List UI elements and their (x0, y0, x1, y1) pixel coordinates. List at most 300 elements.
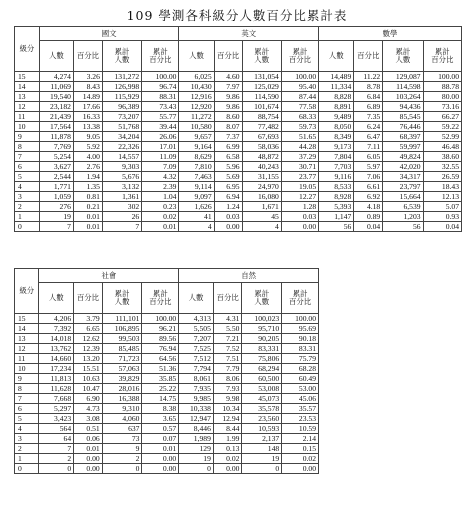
table-cell: 6.95 (214, 182, 242, 192)
table-cell: 66.27 (423, 112, 461, 122)
table-cell: 95.69 (282, 324, 319, 334)
score-cell: 12 (15, 344, 39, 354)
subject-header-row (15, 27, 462, 41)
cumulative-count-header-line-2: 人數 (254, 297, 270, 306)
table-cell: 5,505 (179, 324, 214, 334)
score-cell: 5 (15, 414, 39, 424)
table-cell: 11,878 (39, 132, 73, 142)
score-cell: 15 (15, 314, 39, 324)
table-cell: 0.00 (142, 464, 179, 474)
table-cell: 4.18 (354, 202, 383, 212)
cumulative-count-header-line-2: 人數 (254, 55, 270, 64)
table-cell: 0.04 (354, 222, 383, 232)
table-cell: 0.51 (74, 424, 103, 434)
table-row (15, 112, 462, 122)
table-cell: 6.05 (354, 152, 383, 162)
table-cell: 1,361 (102, 192, 141, 202)
table-row (15, 354, 319, 364)
table-cell: 0.02 (213, 454, 242, 464)
table-cell: 75.79 (282, 354, 319, 364)
table-cell: 39,829 (102, 374, 142, 384)
table-cell: 55.77 (142, 112, 179, 122)
score-cell: 0 (15, 222, 40, 232)
table-cell: 7,810 (179, 162, 214, 172)
table-cell: 1,059 (39, 192, 73, 202)
count-header: 人數 (39, 41, 73, 72)
table-cell: 114,590 (242, 92, 281, 102)
score-cell: 4 (15, 182, 40, 192)
table-cell: 26.06 (142, 132, 179, 142)
table-cell: 57,063 (102, 364, 142, 374)
table-cell: 8,828 (319, 92, 354, 102)
table-cell: 14,489 (319, 72, 354, 82)
score-cell: 14 (15, 324, 39, 334)
cumulative-count-header (383, 41, 423, 72)
table-cell: 23,797 (383, 182, 423, 192)
table-cell: 68,397 (383, 132, 423, 142)
table-cell: 95,710 (242, 324, 282, 334)
table-cell: 12,947 (179, 414, 214, 424)
cumulative-count-header (242, 283, 282, 314)
table-cell: 76.94 (142, 344, 179, 354)
table-cell: 0.00 (213, 464, 242, 474)
table-cell: 87.44 (281, 92, 318, 102)
table-cell: 10,593 (242, 424, 282, 434)
cumulative-percent-header (281, 41, 318, 72)
table-cell: 129 (179, 444, 214, 454)
table-cell: 73.43 (142, 102, 179, 112)
table-cell: 106,895 (102, 324, 142, 334)
table-cell: 0.03 (281, 212, 318, 222)
table-row (15, 72, 462, 82)
cumulative-count-header-line-2: 人數 (114, 55, 130, 64)
table-cell: 3.26 (73, 72, 102, 82)
table-cell: 34,204 (102, 132, 141, 142)
table-row (15, 102, 462, 112)
table-cell: 2 (39, 454, 74, 464)
count-header: 人數 (179, 283, 214, 314)
table-cell: 0.00 (142, 454, 179, 464)
table-cell: 1,671 (242, 202, 281, 212)
table-cell: 26 (102, 212, 141, 222)
table-cell: 3,423 (39, 414, 74, 424)
table-cell: 64 (39, 434, 74, 444)
table-cell: 22,326 (102, 142, 141, 152)
table-cell: 7.37 (214, 132, 242, 142)
table-row (15, 182, 462, 192)
cumulative-count-header-line-1: 累計 (114, 47, 130, 56)
table-cell: 76,446 (383, 122, 423, 132)
table-cell: 18.43 (423, 182, 461, 192)
cumulative-percent-header (423, 41, 461, 72)
table-cell: 0.02 (282, 454, 319, 464)
table-cell: 0 (102, 464, 142, 474)
table-cell: 12.62 (74, 334, 103, 344)
table-cell: 88.78 (423, 82, 461, 92)
score-column-header: 級分 (15, 269, 39, 314)
table-cell: 7,525 (179, 344, 214, 354)
table-cell: 9,303 (102, 162, 141, 172)
table-cell: 7,935 (179, 384, 214, 394)
score-cell: 7 (15, 394, 39, 404)
table-cell: 0.81 (73, 192, 102, 202)
score-cell: 9 (15, 374, 39, 384)
table-cell: 3,627 (39, 162, 73, 172)
score-cell: 3 (15, 434, 39, 444)
table-cell: 41 (179, 212, 214, 222)
table-cell: 5.50 (213, 324, 242, 334)
score-table-1 (14, 26, 462, 232)
table-row (15, 344, 319, 354)
table-cell: 51.65 (281, 132, 318, 142)
table-cell: 10.59 (282, 424, 319, 434)
table-cell: 85,485 (102, 344, 142, 354)
table-cell: 8,349 (319, 132, 354, 142)
table-cell: 5.69 (214, 172, 242, 182)
table-row (15, 142, 462, 152)
subject-math-header: 數學 (319, 27, 462, 41)
table-cell: 1,626 (179, 202, 214, 212)
table-cell: 4.31 (213, 314, 242, 324)
score-cell: 1 (15, 212, 40, 222)
table-cell: 17,234 (39, 364, 74, 374)
table-cell: 7 (102, 222, 141, 232)
table-row (15, 334, 319, 344)
table-cell: 12.13 (423, 192, 461, 202)
table-cell: 125,029 (242, 82, 281, 92)
table-cell: 0.00 (74, 454, 103, 464)
table-cell: 80.00 (423, 92, 461, 102)
table-cell: 9.86 (214, 92, 242, 102)
table-cell: 8.60 (214, 112, 242, 122)
table-cell: 51.36 (142, 364, 179, 374)
table-cell: 126,998 (102, 82, 141, 92)
table-cell: 131,272 (102, 72, 141, 82)
score-cell: 0 (15, 464, 39, 474)
table-cell: 564 (39, 424, 74, 434)
table-cell: 11,272 (179, 112, 214, 122)
table-cell: 6,025 (179, 72, 214, 82)
table-cell: 1,203 (383, 212, 423, 222)
table-row (15, 434, 319, 444)
table-cell: 6.89 (354, 102, 383, 112)
table-cell: 39.44 (142, 122, 179, 132)
table-cell: 17,564 (39, 122, 73, 132)
table-cell: 19 (179, 454, 214, 464)
table-cell: 9.05 (73, 132, 102, 142)
table-cell: 12.27 (281, 192, 318, 202)
cumulative-count-header-line-1: 累計 (254, 289, 270, 298)
subject-english-header: 英文 (179, 27, 319, 41)
table-cell: 2.14 (282, 434, 319, 444)
score-cell: 4 (15, 424, 39, 434)
table-cell: 8.78 (354, 82, 383, 92)
table-cell: 44.28 (281, 142, 318, 152)
table-cell: 0 (39, 464, 74, 474)
table-cell: 10.63 (74, 374, 103, 384)
table-cell: 17.01 (142, 142, 179, 152)
table-cell: 101,674 (242, 102, 281, 112)
table-cell: 1,771 (39, 182, 73, 192)
score-table-1-body (15, 72, 462, 232)
table-cell: 2 (102, 454, 142, 464)
table-cell: 5.97 (354, 162, 383, 172)
cumulative-percent-header-line-1: 累計 (292, 47, 308, 56)
table-cell: 31,155 (242, 172, 281, 182)
table-cell: 40,243 (242, 162, 281, 172)
score-cell: 10 (15, 364, 39, 374)
table-cell: 10,338 (179, 404, 214, 414)
table-cell: 11.22 (354, 72, 383, 82)
cumulative-percent-header-line-1: 累計 (292, 289, 308, 298)
table-cell: 9,173 (319, 142, 354, 152)
table-row (15, 92, 462, 102)
table-cell: 1,989 (179, 434, 214, 444)
table-cell: 100.00 (281, 72, 318, 82)
cumulative-percent-header-line-2: 百分比 (288, 55, 312, 64)
table-cell: 7,794 (179, 364, 214, 374)
table-cell: 9.86 (214, 102, 242, 112)
cumulative-percent-header (142, 283, 179, 314)
table-cell: 64.56 (142, 354, 179, 364)
table-cell: 95.40 (281, 82, 318, 92)
table-cell: 100,023 (242, 314, 282, 324)
table-cell: 276 (39, 202, 73, 212)
table-cell: 0 (179, 464, 214, 474)
table-cell: 5,254 (39, 152, 73, 162)
table-cell: 0.01 (73, 212, 102, 222)
table-cell: 96.21 (142, 324, 179, 334)
table-cell: 14,557 (102, 152, 141, 162)
table-row (15, 384, 319, 394)
table-cell: 0.57 (142, 424, 179, 434)
table-cell: 59.73 (281, 122, 318, 132)
cumulative-percent-header-line-1: 累計 (152, 47, 168, 56)
score-cell: 3 (15, 192, 40, 202)
table-cell: 5.07 (423, 202, 461, 212)
table-cell: 100.00 (142, 314, 179, 324)
table-cell: 131,054 (242, 72, 281, 82)
table-cell: 35.85 (142, 374, 179, 384)
table-cell: 15.51 (74, 364, 103, 374)
score-cell: 12 (15, 102, 40, 112)
table-cell: 73.16 (423, 102, 461, 112)
table-cell: 7,769 (39, 142, 73, 152)
table-cell: 7.35 (354, 112, 383, 122)
table-cell: 96,389 (102, 102, 141, 112)
table-cell: 14,660 (39, 354, 74, 364)
table-cell: 9,097 (179, 192, 214, 202)
table-cell: 10.47 (74, 384, 103, 394)
percent-header: 百分比 (73, 41, 102, 72)
table-cell: 8,928 (319, 192, 354, 202)
table-cell: 34,317 (383, 172, 423, 182)
table-cell: 12.94 (213, 414, 242, 424)
cumulative-percent-header-line-2: 百分比 (289, 297, 312, 306)
table-cell: 7 (39, 222, 73, 232)
table-cell: 90,205 (242, 334, 282, 344)
table-cell: 0.02 (142, 212, 179, 222)
table-cell: 114,598 (383, 82, 423, 92)
table-cell: 7.52 (213, 344, 242, 354)
table-cell: 23.53 (282, 414, 319, 424)
table-cell: 111,101 (102, 314, 142, 324)
table-cell: 77,482 (242, 122, 281, 132)
table-cell: 7,463 (179, 172, 214, 182)
table-cell: 6.47 (354, 132, 383, 142)
table-cell: 60.49 (282, 374, 319, 384)
table-cell: 23,560 (242, 414, 282, 424)
table-cell: 6.24 (354, 122, 383, 132)
table-cell: 16.33 (73, 112, 102, 122)
table-cell: 8,061 (179, 374, 214, 384)
cumulative-count-header (242, 41, 281, 72)
table-cell: 637 (102, 424, 142, 434)
table-cell: 0.04 (423, 222, 461, 232)
table-row (15, 394, 319, 404)
table-cell: 60,500 (242, 374, 282, 384)
table-cell: 19 (39, 212, 73, 222)
subject-social-header: 社會 (39, 269, 179, 283)
table-row (15, 152, 462, 162)
table-cell: 2,544 (39, 172, 73, 182)
table-cell: 23.77 (281, 172, 318, 182)
table-cell: 1.04 (142, 192, 179, 202)
table-cell: 53.00 (282, 384, 319, 394)
table-cell: 83,331 (242, 344, 282, 354)
table-cell: 0.07 (142, 434, 179, 444)
table-cell: 68,294 (242, 364, 282, 374)
table-cell: 7 (39, 444, 74, 454)
table-row (15, 162, 462, 172)
score-cell: 8 (15, 142, 40, 152)
table-cell: 2.39 (142, 182, 179, 192)
table-cell: 35.57 (282, 404, 319, 414)
table-cell: 8,050 (319, 122, 354, 132)
table-cell: 9,985 (179, 394, 214, 404)
table-row (15, 132, 462, 142)
table-cell: 8.07 (214, 122, 242, 132)
score-cell: 2 (15, 444, 39, 454)
table-cell: 8,533 (319, 182, 354, 192)
score-cell: 13 (15, 334, 39, 344)
table-cell: 148 (242, 444, 282, 454)
table-cell: 6.61 (354, 182, 383, 192)
table-cell: 7.09 (142, 162, 179, 172)
score-cell: 13 (15, 92, 40, 102)
table-cell: 7,392 (39, 324, 74, 334)
table-cell: 11,813 (39, 374, 74, 384)
page-title: 109 學測各科級分人數百分比累計表 (126, 8, 348, 23)
column-header-row (15, 41, 462, 72)
table-cell: 32.55 (423, 162, 461, 172)
score-cell: 6 (15, 404, 39, 414)
table-cell: 0.01 (142, 222, 179, 232)
table-cell: 6.99 (214, 142, 242, 152)
column-header-row (15, 283, 319, 314)
table-cell: 0.00 (282, 464, 319, 474)
table-cell: 7.21 (213, 334, 242, 344)
table-cell: 4 (242, 222, 281, 232)
table-cell: 1.28 (281, 202, 318, 212)
table-row (15, 374, 319, 384)
table-cell: 38.60 (423, 152, 461, 162)
table-cell: 15,664 (383, 192, 423, 202)
score-cell: 5 (15, 172, 40, 182)
table-cell: 13.20 (74, 354, 103, 364)
table-cell: 5.96 (214, 162, 242, 172)
table-cell: 0.93 (423, 212, 461, 222)
table-cell: 17.66 (73, 102, 102, 112)
table-cell: 6.58 (214, 152, 242, 162)
table-cell: 6.94 (214, 192, 242, 202)
table-cell: 129,087 (383, 72, 423, 82)
table-cell: 0.00 (74, 464, 103, 474)
table-cell: 42,020 (383, 162, 423, 172)
cumulative-count-header (102, 283, 142, 314)
table-row (15, 454, 319, 464)
table-cell: 58,036 (242, 142, 281, 152)
table-cell: 5,297 (39, 404, 74, 414)
table-cell: 56 (319, 222, 354, 232)
table-cell: 19 (242, 454, 282, 464)
table-cell: 9,489 (319, 112, 354, 122)
table-cell: 8.06 (213, 374, 242, 384)
table-cell: 3,132 (102, 182, 141, 192)
table-cell: 6.65 (74, 324, 103, 334)
table-cell: 68.33 (281, 112, 318, 122)
table-cell: 85,545 (383, 112, 423, 122)
table-cell: 5.92 (73, 142, 102, 152)
cumulative-percent-header-line-1: 累計 (434, 47, 450, 56)
table-cell: 1.24 (214, 202, 242, 212)
table-cell: 0.03 (214, 212, 242, 222)
table-cell: 67,693 (242, 132, 281, 142)
table-cell: 77.58 (281, 102, 318, 112)
table-cell: 6.84 (354, 92, 383, 102)
table-cell: 0.06 (74, 434, 103, 444)
table-cell: 10,430 (179, 82, 214, 92)
table-cell: 9 (102, 444, 142, 454)
table-cell: 21,439 (39, 112, 73, 122)
table-cell: 0.23 (142, 202, 179, 212)
table-cell: 11,628 (39, 384, 74, 394)
table-cell: 11,069 (39, 82, 73, 92)
table-cell: 24,970 (242, 182, 281, 192)
table-cell: 4,313 (179, 314, 214, 324)
cumulative-count-header-line-1: 累計 (395, 47, 411, 56)
subject-chinese-header: 國文 (39, 27, 179, 41)
cumulative-percent-header-line-2: 百分比 (431, 55, 454, 64)
cumulative-percent-header (142, 41, 179, 72)
table-cell: 7.97 (214, 82, 242, 92)
score-cell: 7 (15, 152, 40, 162)
cumulative-percent-header (282, 283, 319, 314)
table-cell: 7.06 (354, 172, 383, 182)
table-cell: 1.35 (73, 182, 102, 192)
table-cell: 73 (102, 434, 142, 444)
cumulative-count-header (102, 41, 141, 72)
score-cell: 6 (15, 162, 40, 172)
table-cell: 8.44 (213, 424, 242, 434)
table-cell: 8,891 (319, 102, 354, 112)
table-cell: 2,137 (242, 434, 282, 444)
table-row (15, 414, 319, 424)
table-cell: 14,018 (39, 334, 74, 344)
table-cell: 12,916 (179, 92, 214, 102)
table-cell: 19.05 (281, 182, 318, 192)
table-cell: 7,703 (319, 162, 354, 172)
